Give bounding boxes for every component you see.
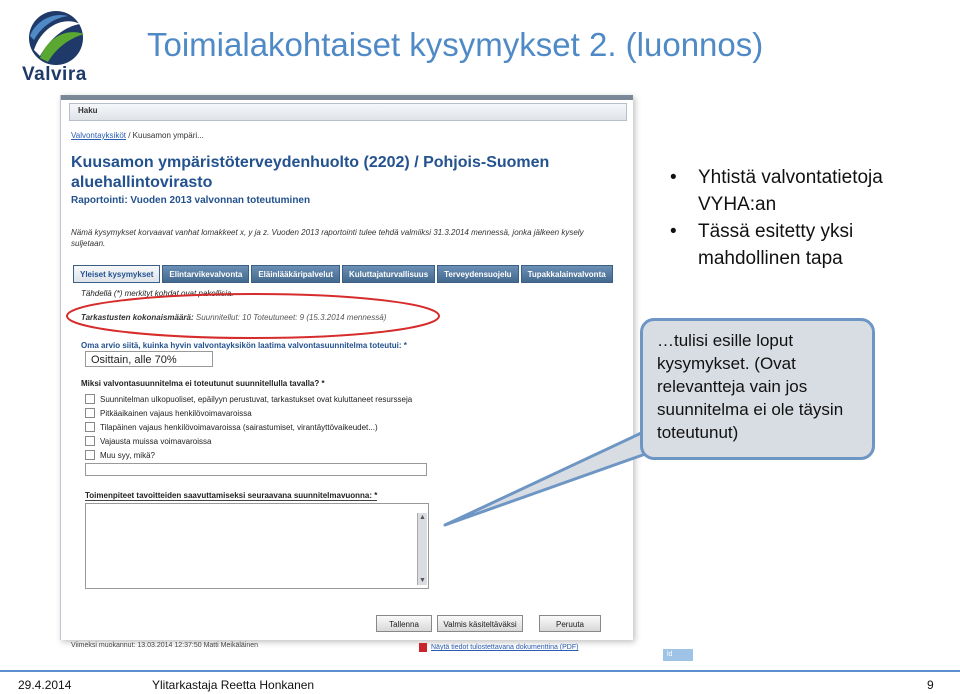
pdf-link-label[interactable]: Näytä tiedot tulostettavana dokumenttina (PDF) xyxy=(431,644,579,651)
reason-label: Suunnitelman ulkopuoliset, epäilyyn perustuvat, tarkastukset ovat kuluttaneet resursseja xyxy=(100,394,413,404)
bullet-dot-icon: • xyxy=(670,167,677,188)
tab-food-control[interactable]: Elintarvikevalvonta xyxy=(162,265,249,283)
required-fields-note: Tähdellä (*) merkityt kohdat ovat pakollisia. xyxy=(81,289,234,298)
save-button[interactable]: Tallenna xyxy=(376,615,432,632)
callout-pointer xyxy=(445,428,668,525)
slide-title: Toimialakohtaiset kysymykset 2. (luonnos) xyxy=(147,26,764,63)
scroll-down-icon[interactable]: ▼ xyxy=(419,577,426,584)
reason-label: Pitkäaikainen vajaus henkilövoimavaroissa xyxy=(100,408,252,418)
bullet-item xyxy=(670,164,955,218)
reason-label: Muu syy, mikä? xyxy=(100,450,155,460)
bullet-text: Tässä esitetty yksi mahdollinen tapa xyxy=(698,221,854,269)
measures-question-text: Toimenpiteet tavoitteiden saavuttamiseksi seuraavana suunnitelmavuonna: xyxy=(85,491,373,500)
highlight-ellipse xyxy=(67,294,439,338)
side-hint-arrow: ld xyxy=(663,649,693,661)
breadcrumb-current: / Kuusamon ympäri... xyxy=(126,131,204,140)
reason-label: Vajausta muissa voimavaroissa xyxy=(100,436,212,446)
required-star: * xyxy=(374,491,378,500)
callout-text: …tulisi esille loput kysymykset. (Ovat relevantteja vain jos suunnitelma ei ole täysin toteutunut) xyxy=(657,331,844,442)
notice-text: Nämä kysymykset korvaavat vanhat lomakkeet x, y ja z. Vuoden 2013 raportointi tulee tehdä valmiiksi 31.3.2014 mennessä, jonka jälkeen kysely suljetaan. xyxy=(71,228,584,248)
reason-question-text: Miksi valvontasuunnitelma ei toteutunut suunnitellulla tavalla? xyxy=(81,379,320,388)
footer-date: 29.4.2014 xyxy=(18,678,72,692)
reporting-subtitle: Raportointi: Vuoden 2013 valvonnan toteutuminen xyxy=(71,195,311,206)
tab-health-protection[interactable]: Terveydensuojelu xyxy=(437,265,518,283)
tab-veterinary-services[interactable]: Eläinlääkäripalvelut xyxy=(251,265,340,283)
search-tab-label[interactable]: Haku xyxy=(78,106,98,115)
evaluation-question: Oma arvio siitä, kuinka hyvin valvontayksikön laatima valvontasuunnitelma toteutui: * xyxy=(81,341,407,350)
bullet-list xyxy=(670,164,955,272)
tab-general-questions[interactable]: Yleiset kysymykset xyxy=(73,265,160,283)
breadcrumb-link-units[interactable]: Valvontayksiköt xyxy=(71,131,126,140)
cancel-button[interactable]: Peruuta xyxy=(539,615,601,632)
inspections-value: Suunnitellut: 10 Toteutuneet: 9 (15.3.2014 mennessä) xyxy=(193,313,387,322)
scroll-up-icon[interactable]: ▲ xyxy=(419,514,426,521)
inspections-label: Tarkastusten kokonaismäärä: xyxy=(81,313,194,322)
logo-text: Valvira xyxy=(22,64,87,85)
footer-author: Ylitarkastaja Reetta Honkanen xyxy=(152,678,315,692)
reason-label: Tilapäinen vajaus henkilövoimavaroissa (sairastumiset, virantäyttövaikeudet...) xyxy=(100,422,378,432)
required-star: * xyxy=(321,379,325,388)
callout-bubble xyxy=(640,318,875,460)
evaluation-select[interactable]: Osittain, alle 70% xyxy=(85,351,213,367)
bullet-dot-icon: • xyxy=(670,221,677,242)
last-edited-info: Viimeksi muokannut: 13.03.2014 12:37:50 Matti Meikäläinen xyxy=(71,642,259,649)
tab-tobacco-control[interactable]: Tupakkalainvalvonta xyxy=(521,265,613,283)
bullet-item xyxy=(670,218,955,272)
tab-consumer-safety[interactable]: Kuluttajaturvallisuus xyxy=(342,265,435,283)
ready-button[interactable]: Valmis käsiteltäväksi xyxy=(437,615,523,632)
bullet-text: Yhtistä valvontatietoja VYHA:an xyxy=(698,167,883,215)
page-heading: Kuusamon ympäristöterveydenhuolto (2202) / Pohjois-Suomen aluehallintovirasto xyxy=(71,154,550,191)
footer-page-number: 9 xyxy=(927,678,934,692)
footer-divider xyxy=(0,670,960,672)
